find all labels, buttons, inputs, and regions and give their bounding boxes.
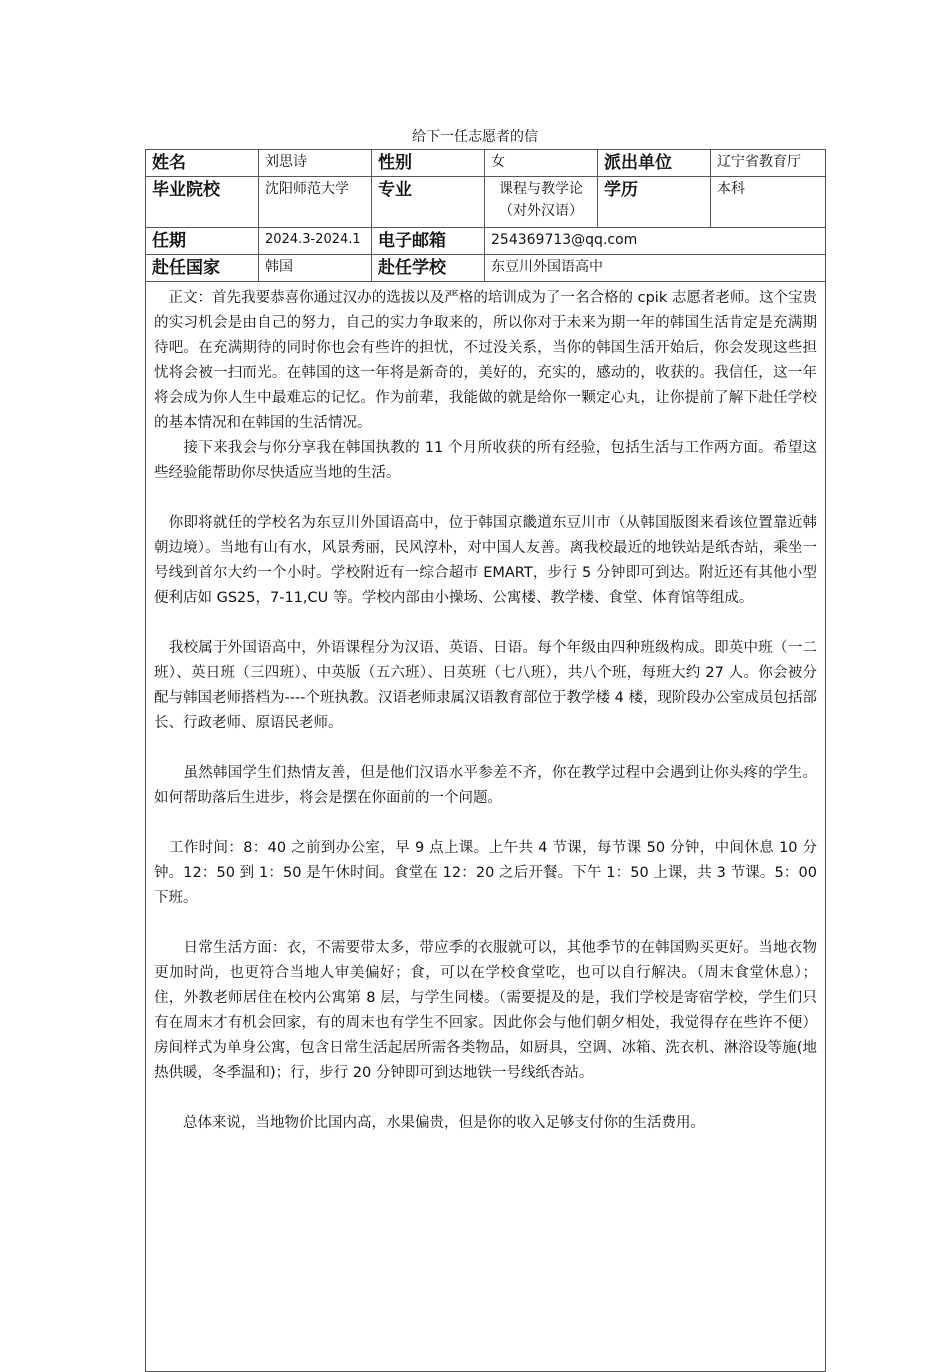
gender-value: 女 xyxy=(485,150,598,177)
letter-paragraph-classes: 我校属于外国语高中，外语课程分为汉语、英语、日语。每个年级由四种班级构成。即英中班（一二班）、英日班（三四班）、中英版（五六班）、日英班（七八班），共八个班，每班大约 27 人。你会被分配与韩国老师搭档为----个班执教。汉语老师隶属汉语教育部位于教学楼 4 楼，现阶段办公室成员包括部长、行政老师、原语民老师。 xyxy=(154,640,817,731)
major-label: 专业 xyxy=(372,177,485,228)
table-row xyxy=(146,282,826,1372)
letter-paragraph-experience: 接下来我会与你分享我在韩国执教的 11 个月所收获的所有经验，包括生活与工作两方面。希望这些经验能帮助你尽快适应当地的生活。 xyxy=(154,440,817,481)
email-label: 电子邮箱 xyxy=(372,228,485,255)
major-value xyxy=(485,177,598,228)
school-value: 沈阳师范大学 xyxy=(259,177,372,228)
email-value: 254369713@qq.com xyxy=(485,228,826,255)
degree-value: 本科 xyxy=(711,177,826,228)
volunteer-info-table xyxy=(145,149,826,1372)
letter-paragraph-work-hours: 工作时间：8：40 之前到办公室，早 9 点上课。上午共 4 节课，每节课 50 分钟，中间休息 10 分钟。12：50 到 1：50 是午休时间。食堂在 12：20 之后开餐。下午 1：50 上课，共 3 节课。5：00 下班。 xyxy=(154,840,817,906)
term-label: 任期 xyxy=(146,228,259,255)
table-row xyxy=(146,150,826,177)
unit-value: 辽宁省教育厅 xyxy=(711,150,826,177)
country-value: 韩国 xyxy=(259,255,372,282)
letter-body xyxy=(146,282,826,1372)
unit-label: 派出单位 xyxy=(598,150,711,177)
letter-paragraph-intro: 正文：首先我要恭喜你通过汉办的选拔以及严格的培训成为了一名合格的 cpik 志愿者老师。这个宝贵的实习机会是由自己的努力，自己的实力争取来的，所以你对于未来为期一年的韩国生活肯定是充满期待吧。在充满期待的同时你也会有些许的担忧，不过没关系，当你的韩国生活开始后，你会发现这些担忧将会被一扫而光。在韩国的这一年将是新奇的，美好的，充实的，感动的，收获的。我信任，这一年将会成为你人生中最难忘的记忆。作为前辈，我能做的就是给你一颗定心丸，让你提前了解下赴任学校的基本情况和在韩国的生活情况。 xyxy=(154,290,817,431)
name-value: 刘思诗 xyxy=(259,150,372,177)
major-value-line1: 课程与教学论 xyxy=(499,181,583,197)
host-school-value: 东豆川外国语高中 xyxy=(485,255,826,282)
table-row xyxy=(146,255,826,282)
term-value: 2024.3-2024.1 xyxy=(259,228,372,255)
letter-paragraph-students: 虽然韩国学生们热情友善，但是他们汉语水平参差不齐，你在教学过程中会遇到让你头疼的学生。如何帮助落后生进步，将会是摆在你面前的一个问题。 xyxy=(154,765,817,806)
letter-paragraph-summary: 总体来说，当地物价比国内高，水果偏贵，但是你的收入足够支付你的生活费用。 xyxy=(154,1115,705,1131)
degree-label: 学历 xyxy=(598,177,711,228)
gender-label: 性别 xyxy=(372,150,485,177)
country-label: 赴任国家 xyxy=(146,255,259,282)
school-label: 毕业院校 xyxy=(146,177,259,228)
major-value-line2: （对外汉语） xyxy=(499,203,583,219)
page-title: 给下一任志愿者的信 xyxy=(412,129,538,145)
letter-paragraph-daily-life: 日常生活方面：衣，不需要带太多，带应季的衣服就可以，其他季节的在韩国购买更好。当地衣物更加时尚，也更符合当地人审美偏好；食，可以在学校食堂吃，也可以自行解决。（周末食堂休息）；住，外教老师居住在校内公寓第 8 层，与学生同楼。（需要提及的是，我们学校是寄宿学校，学生们只有在周末才有机会回家，有的周末也有学生不回家。因此你会与他们朝夕相处，我觉得存在些许不便）房间样式为单身公寓，包含日常生活起居所需各类物品，如厨具，空调、冰箱、洗衣机、淋浴设等施(地热供暖，冬季温和)；行，步行 20 分钟即可到达地铁一号线纸杏站。 xyxy=(154,940,817,1081)
table-row xyxy=(146,177,826,228)
letter-paragraph-school-location: 你即将就任的学校名为东豆川外国语高中，位于韩国京畿道东豆川市（从韩国版图来看该位置靠近韩朝边境）。当地有山有水，风景秀丽，民风淳朴，对中国人友善。离我校最近的地铁站是纸杏站，乘坐一号线到首尔大约一个小时。学校附近有一综合超市 EMART，步行 5 分钟即可到达。附近还有其他小型便利店如 GS25，7-11,CU 等。学校内部由小操场、公寓楼、教学楼、食堂、体育馆等组成。 xyxy=(154,515,817,606)
host-school-label: 赴任学校 xyxy=(372,255,485,282)
table-row xyxy=(146,228,826,255)
name-label: 姓名 xyxy=(146,150,259,177)
